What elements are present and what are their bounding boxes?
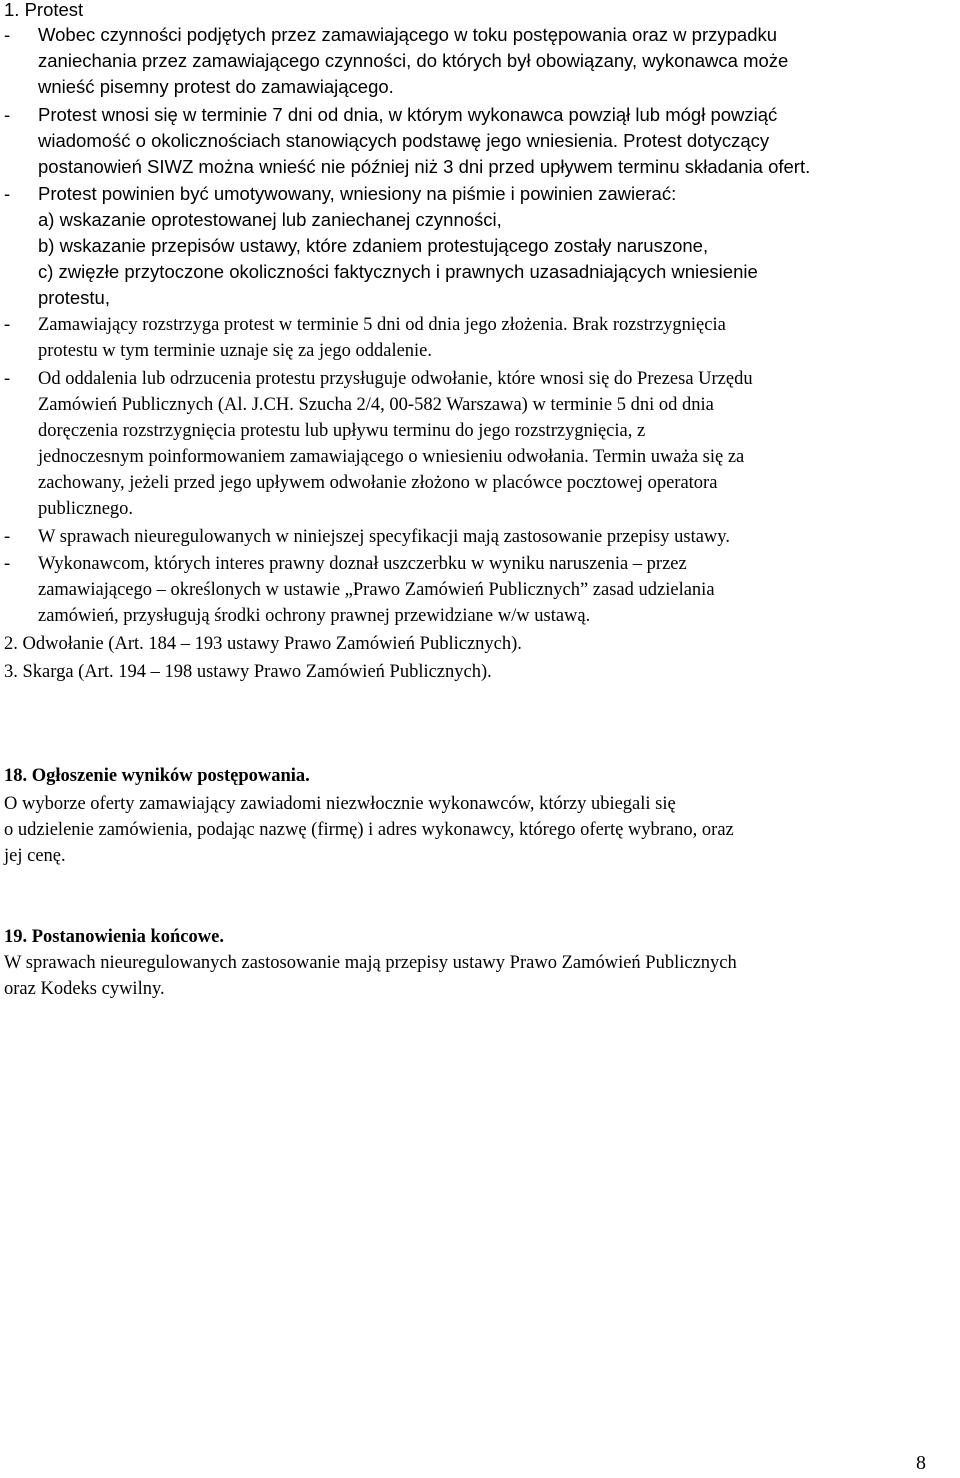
text-line: Wobec czynności podjętych przez zamawiającego w toku postępowania oraz w przypadku [38, 24, 778, 45]
text-line: zamawiającego – określonych w ustawie „Prawo Zamówień Publicznych” zasad udzielania [38, 580, 715, 600]
text-line: Zamawiający rozstrzyga protest w terminie 5 dni od dnia jego złożenia. Brak rozstrzygnięcia [38, 315, 726, 335]
page-number: 8 [916, 1452, 926, 1474]
text-line: O wyborze oferty zamawiający zawiadomi niezwłocznie wykonawców, którzy ubiegali się [4, 794, 676, 814]
text-line: Zamówień Publicznych (Al. J.CH. Szucha 2/4, 00-582 Warszawa) w terminie 5 dni od dnia [38, 395, 714, 415]
text-line: zamówień, przysługują środki ochrony prawnej przewidziane w/w ustawą. [38, 606, 591, 626]
text-line: doręczenia rozstrzygnięcia protestu lub upływu terminu do jego rozstrzygnięcia, z [38, 421, 646, 441]
text-line: jednoczesnym poinformowaniem zamawiającego o wniesieniu odwołania. Termin uważa się za [38, 447, 745, 467]
text-line: Protest wnosi się w terminie 7 dni od dnia, w którym wykonawca powziął lub mógł powziąć [38, 104, 778, 125]
list-dash: - [4, 554, 11, 574]
text-line: b) wskazanie przepisów ustawy, które zdaniem protestującego zostały naruszone, [38, 235, 709, 256]
list-dash: - [4, 24, 11, 45]
text-line: jej cenę. [4, 846, 66, 866]
text-line: W sprawach nieuregulowanych zastosowanie mają przepisy ustawy Prawo Zamówień Publicznych [4, 953, 737, 973]
skarga-line: 3. Skarga (Art. 194 – 198 ustawy Prawo Zamówień Publicznych). [4, 662, 492, 682]
text-line: Wykonawcom, których interes prawny doznał uszczerbku w wyniku naruszenia – przez [38, 554, 687, 574]
list-dash: - [4, 369, 11, 389]
text-line: publicznego. [38, 499, 134, 519]
list-dash: - [4, 104, 11, 125]
text-line: Protest powinien być umotywowany, wniesiony na piśmie i powinien zawierać: [38, 183, 677, 204]
protest-heading: 1. Protest [4, 0, 84, 20]
text-line: protestu w tym terminie uznaje się za jego oddalenie. [38, 341, 433, 361]
list-dash: - [4, 315, 11, 335]
text-line: wiadomość o okolicznościach stanowiących podstawę jego wniesienia. Protest dotyczący [38, 130, 770, 151]
text-line: wnieść pisemny protest do zamawiającego. [38, 76, 394, 97]
odwolanie-line: 2. Odwołanie (Art. 184 – 193 ustawy Prawo Zamówień Publicznych). [4, 634, 522, 654]
text-line: W sprawach nieuregulowanych w niniejszej specyfikacji mają zastosowanie przepisy ustawy. [38, 527, 730, 547]
text-line: postanowień SIWZ można wnieść nie później niż 3 dni przed upływem terminu składania ofert. [38, 156, 811, 177]
list-dash: - [4, 183, 11, 204]
text-line: protestu, [38, 287, 110, 308]
text-line: Od oddalenia lub odrzucenia protestu przysługuje odwołanie, które wnosi się do Prezesa Urzędu [38, 369, 753, 389]
text-line: zachowany, jeżeli przed jego upływem odwołanie złożono w placówce pocztowej operatora [38, 473, 718, 493]
text-line: zaniechania przez zamawiającego czynności, do których był obowiązany, wykonawca może [38, 50, 789, 71]
section-heading: 19. Postanowienia końcowe. [4, 927, 224, 947]
text-line: a) wskazanie oprotestowanej lub zaniechanej czynności, [38, 209, 502, 230]
text-line: oraz Kodeks cywilny. [4, 979, 165, 999]
section-heading: 18. Ogłoszenie wyników postępowania. [4, 766, 310, 786]
text-line: c) zwięzłe przytoczone okoliczności faktycznych i prawnych uzasadniających wniesienie [38, 261, 758, 282]
text-line: o udzielenie zamówienia, podając nazwę (firmę) i adres wykonawcy, którego ofertę wybrano, oraz [4, 820, 734, 840]
list-dash: - [4, 527, 11, 547]
